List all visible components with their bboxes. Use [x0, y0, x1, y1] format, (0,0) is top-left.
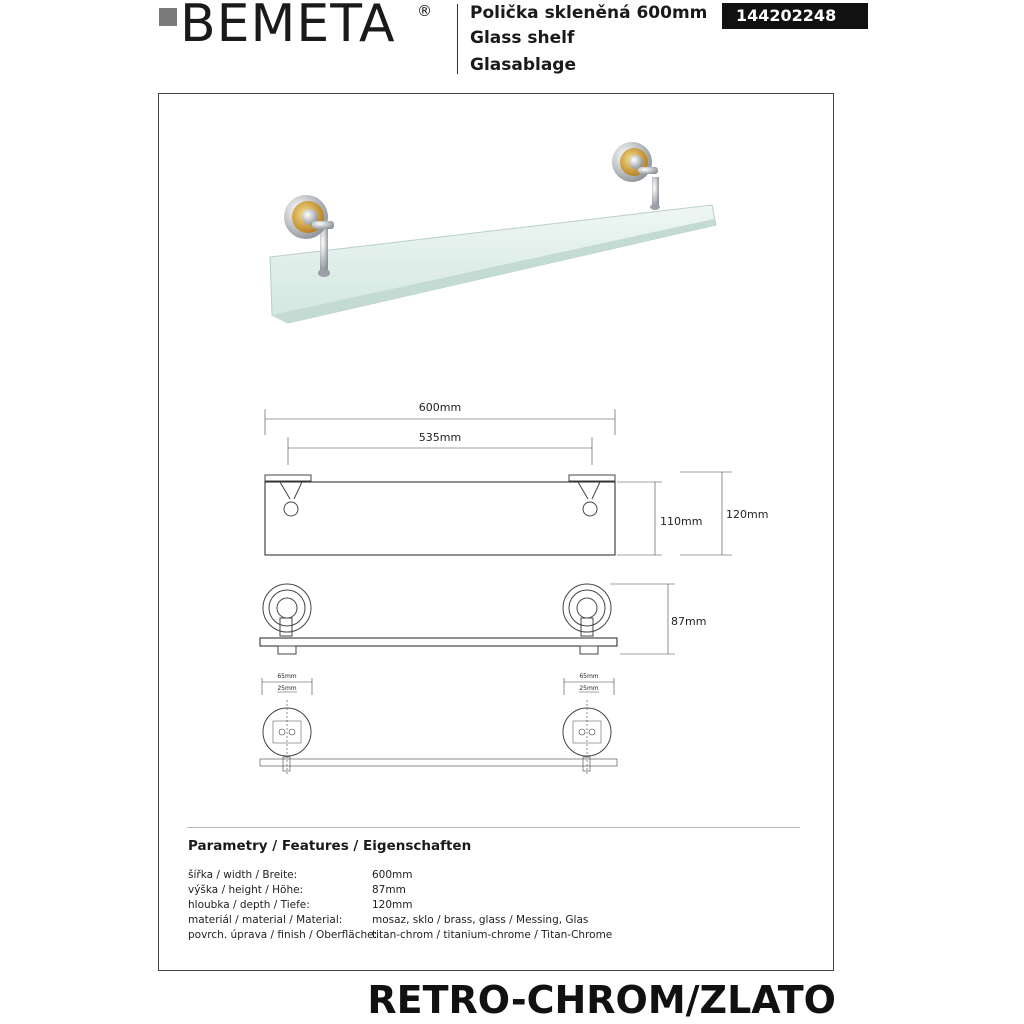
technical-drawing	[250, 395, 810, 785]
product-name-de: Glasablage	[470, 55, 577, 75]
dim-25-right: 25mm	[579, 685, 599, 692]
dim-25-left: 25mm	[277, 685, 297, 692]
dim-87-label: 87mm	[671, 615, 707, 628]
dim-65-left: 65mm	[277, 673, 297, 680]
front-view	[260, 584, 706, 654]
feature-value-finish: titan-chrom / titanium-chrome / Titan-Chrome	[372, 929, 613, 941]
feature-value-material: mosaz, sklo / brass, glass / Messing, Glas	[372, 914, 589, 926]
feature-label-height: výška / height / Höhe:	[188, 884, 304, 896]
dim-600-label: 600mm	[418, 401, 462, 414]
feature-value-height: 87mm	[372, 884, 406, 896]
feature-label-width: šířka / width / Breite:	[188, 869, 298, 881]
dim-65-right: 65mm	[579, 673, 599, 680]
feature-label-finish: povrch. úprava / finish / Oberfläche:	[188, 929, 378, 941]
dim-110-label: 110mm	[660, 515, 703, 528]
features-title: Parametry / Features / Eigenschaften	[188, 838, 472, 854]
finish-footer: RETRO-CHROM/ZLATO	[367, 978, 836, 1022]
product-name-cz: Polička skleněná 600mm	[470, 3, 708, 23]
rear-view	[260, 673, 617, 775]
registered-mark: ®	[417, 2, 432, 20]
product-code: 144202248	[722, 3, 868, 29]
feature-value-depth: 120mm	[372, 899, 413, 911]
feature-label-depth: hloubka / depth / Tiefe:	[188, 899, 310, 911]
feature-label-material: materiál / material / Material:	[188, 914, 343, 926]
product-photo	[260, 135, 720, 335]
dim-120-label: 120mm	[726, 508, 769, 521]
header-divider	[457, 4, 458, 74]
dim-overall-width	[265, 401, 615, 435]
product-name-en: Glass shelf	[470, 28, 575, 48]
dim-535-label: 535mm	[418, 431, 462, 444]
brand-logo: BEMETA	[180, 0, 396, 54]
top-view	[265, 472, 768, 555]
features-separator	[187, 827, 800, 828]
logo-mark	[159, 8, 177, 26]
right-bracket-photo	[612, 142, 660, 210]
feature-value-width: 600mm	[372, 869, 413, 881]
glass-shelf-photo	[270, 205, 716, 323]
dim-mount-spacing	[288, 431, 592, 465]
